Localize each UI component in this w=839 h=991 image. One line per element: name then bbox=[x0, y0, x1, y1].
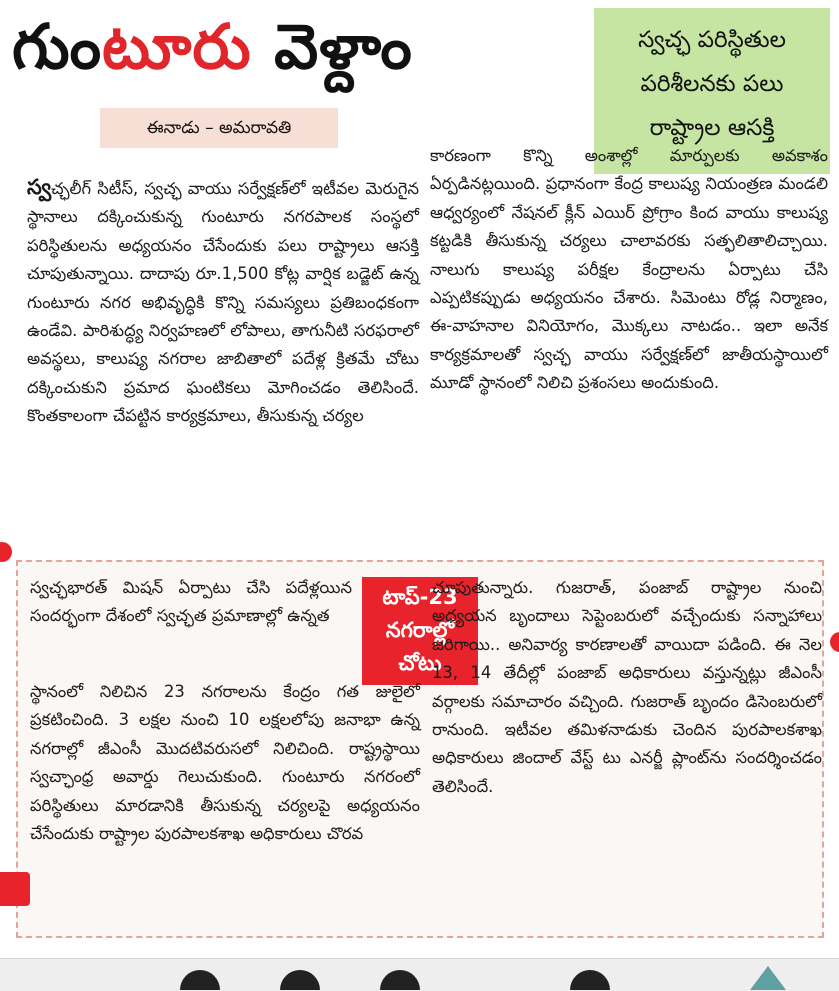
boxed-right-text: చూపుతున్నారు. గుజరాత్, పంజాబ్ రాష్ట్రాల నుంచి అధ్యయన బృందాలు సెప్టెంబరులో వచ్చేందుకు సన్నాహాలు జరిగాయి.. అనివార్య కారణాలతో వాయిదా పడింది. ఈ నెల 13, 14 తేదీల్లో పంజాబ్ అధికారులు వస్తున్నట్లు జీఎంసీ వర్గాలకు సమాచారం వచ్చింది. గుజరాత్ బృందం డిసెంబరులో రానుంది. ఇటీవల తమిళనాడుకు చెందిన పురపాలకశాఖ అధికారులు జిందాల్ వేస్ట్ టు ఎనర్జీ ప్లాంట్‌ను సందర్శించడం తెలిసిందే. bbox=[432, 578, 822, 796]
column-2-text: కారణంగా కొన్ని అంశాల్లో మార్పులకు అవకాశం ఏర్పడినట్లయింది. ప్రధానంగా కేంద్ర కాలుష్య నియంత్రణ మండలి ఆధ్వర్యంలో నేషనల్ క్లీన్ ఎయిర్ ప్రోగ్రాం కింద వాయు కాలుష్య కట్టడికి తీసుకున్న చర్యలు చాలావరకు సత్ఫలితాలిచ్చాయి. నాలుగు కాలుష్య పరీక్షల కేంద్రాలను ఏర్పాటు చేసి ఎప్పటికప్పుడు అధ్యయనం చేశారు. సిమెంటు రోడ్ల నిర్మాణం, ఈ-వాహనాల వినియోగం, మొక్కలు నాటడం.. ఇలా అనేక కార్యక్రమాలతో స్వచ్ఛ వాయు సర్వేక్షణ్‌లో జాతీయస్థాయిలో మూడో స్థానంలో నిలిచి ప్రశంసలు అందుకుంది. bbox=[430, 146, 828, 393]
headline-part-1: గుం bbox=[12, 10, 103, 83]
article-column-2 bbox=[430, 142, 828, 398]
tag-line-1: టాప్-23 bbox=[382, 585, 458, 609]
page-edge-marker-right bbox=[830, 632, 839, 652]
article-column-1 bbox=[27, 173, 419, 431]
headline-part-3: వెళ్దాం bbox=[251, 10, 413, 83]
headline bbox=[12, 6, 587, 88]
subheadline-line-2: పరిశీలనకు పలు bbox=[640, 71, 784, 97]
boxed-left-text: స్థానంలో నిలిచిన 23 నగరాలను కేంద్రం గత జులైలో ప్రకటించింది. 3 లక్షల నుంచి 10 లక్షలలోపు జనాభా ఉన్న నగరాల్లో జీఎంసీ మొదటివరుసలో నిలిచింది. రాష్ట్రస్థాయి స్వచ్ఛాంధ్ర అవార్డు గెలుచుకుంది. గుంటూరు నగరంలో పరిస్థితులు మారడానికి తీసుకున్న చర్యలపై అధ్యయనం చేసేందుకు రాష్ట్రాల పురపాలకశాఖ అధికారులు చొరవ bbox=[30, 682, 420, 844]
column-1-text: చ్ఛలీగ్ సిటీస్, స్వచ్ఛ వాయు సర్వేక్షణ్‌లో ఇటీవల మెరుగైన స్థానాలు దక్కించుకున్న గుంటూరు నగరపాలక సంస్థలో పరిస్థితులను అధ్యయనం చేసేందుకు పలు రాష్ట్రాలు ఆసక్తి చూపుతున్నాయి. దాదాపు రూ.1,500 కోట్ల వార్షిక బడ్జెట్ ఉన్న గుంటూరు నగర అభివృద్ధికి కొన్ని సమస్యలు ప్రతిబంధకంగా ఉండేవి. పారిశుద్ధ్య నిర్వహణలో లోపాలు, తాగునీటి సరఫరాలో అవస్థలు, కాలుష్య నగరాల జాబితాలో పదేళ్ల క్రితమే చోటు దక్కించుకుని ప్రమాద ఘంటికలు మోగించడం తెలిసిందే. కొంతకాలంగా చేపట్టిన కార్యక్రమాలు, తీసుకున్న చర్యల bbox=[27, 179, 419, 426]
dropcap: స్వ bbox=[27, 175, 52, 199]
subheadline-line-3: రాష్ట్రాల ఆసక్తి bbox=[649, 115, 775, 141]
boxed-column-right bbox=[432, 574, 822, 801]
headline-part-2: టూరు bbox=[102, 10, 252, 83]
byline: ఈనాడు – అమరావతి bbox=[100, 108, 338, 148]
scroll-up-icon[interactable] bbox=[750, 966, 786, 990]
page-edge-marker-left bbox=[0, 542, 12, 562]
tag-line-3: చోటు bbox=[398, 651, 442, 675]
boxed-column-left-top bbox=[30, 574, 352, 631]
subheadline-line-1: స్వచ్ఛ పరిస్థితుల bbox=[638, 27, 786, 53]
boxed-column-left bbox=[30, 678, 420, 848]
page-edge-marker-bottom-left bbox=[0, 872, 30, 906]
boxed-left-top-text: స్వచ్ఛభారత్ మిషన్ ఏర్పాటు చేసి పదేళ్లయిన సందర్భంగా దేశంలో స్వచ్ఛత ప్రమాణాల్లో ఉన్నత bbox=[30, 578, 352, 626]
tag-line-2: నగరాల్లో bbox=[385, 618, 455, 642]
